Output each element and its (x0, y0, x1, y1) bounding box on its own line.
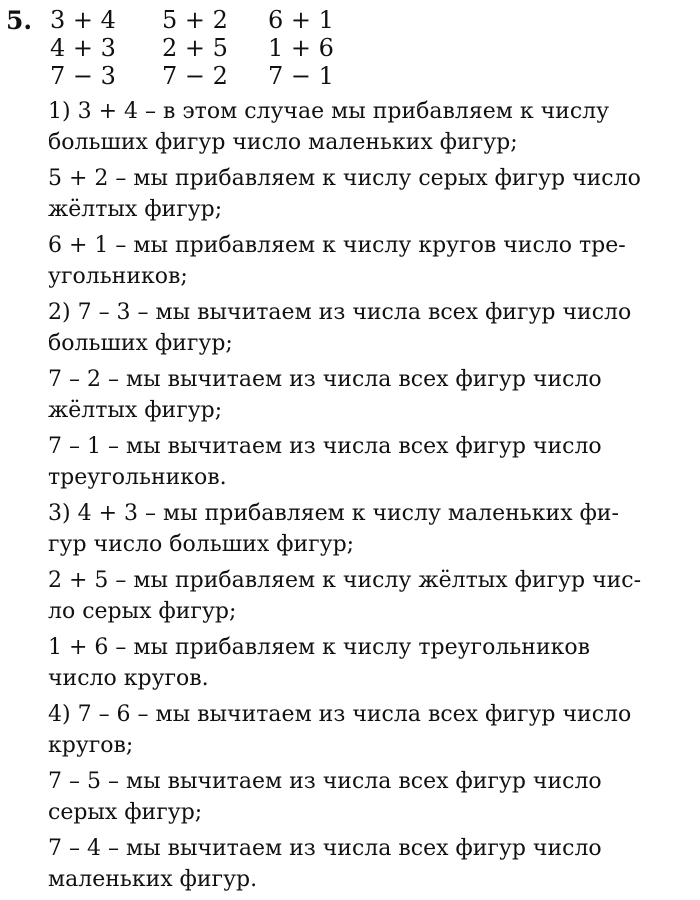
text-line: маленьких фигур. (48, 867, 258, 892)
text-line: гур число больших фигур; (48, 532, 355, 557)
text-line: треугольников. (48, 465, 227, 490)
text-line: 1) 3 + 4 – в этом случае мы прибавляем к числу (48, 99, 610, 124)
text-line: серых фигур; (48, 800, 203, 825)
text-line: 3) 4 + 3 – мы прибавляем к числу маленьких фи- (48, 501, 619, 526)
answer-text (48, 96, 686, 900)
text-line: 7 – 5 – мы вычитаем из числа всех фигур число (48, 769, 602, 794)
expression: 2 + 5 (162, 34, 228, 62)
expression: 5 + 2 (162, 6, 228, 34)
expression: 6 + 1 (268, 6, 334, 34)
answer-paragraph (48, 766, 686, 828)
expression: 1 + 6 (268, 34, 334, 62)
answer-paragraph (48, 431, 686, 493)
text-line: 1 + 6 – мы прибавляем к числу треугольников (48, 635, 590, 660)
text-line: 6 + 1 – мы прибавляем к числу кругов число тре- (48, 233, 626, 258)
text-line: жёлтых фигур; (48, 197, 223, 222)
answer-paragraph (48, 699, 686, 761)
text-line: 4) 7 – 6 – мы вычитаем из числа всех фигур число (48, 702, 632, 727)
text-line: угольников; (48, 264, 188, 289)
answer-paragraph (48, 632, 686, 694)
expression: 4 + 3 (50, 34, 116, 62)
answer-paragraph (48, 297, 686, 359)
text-line: больших фигур число маленьких фигур; (48, 130, 518, 155)
expression: 7 − 2 (162, 62, 228, 90)
answer-paragraph (48, 833, 686, 895)
answer-paragraph (48, 163, 686, 225)
expression-grid (50, 6, 358, 90)
answer-paragraph (48, 230, 686, 292)
text-line: 5 + 2 – мы прибавляем к числу серых фигур число (48, 166, 641, 191)
text-line: 2 + 5 – мы прибавляем к числу жёлтых фигур чис- (48, 568, 642, 593)
text-line: 7 – 1 – мы вычитаем из числа всех фигур число (48, 434, 602, 459)
expression: 7 − 3 (50, 62, 116, 90)
task-number: 5. (6, 6, 33, 35)
text-line: 2) 7 – 3 – мы вычитаем из числа всех фигур число (48, 300, 632, 325)
expression: 7 − 1 (268, 62, 334, 90)
text-line: кругов; (48, 733, 134, 758)
text-line: 7 – 2 – мы вычитаем из числа всех фигур число (48, 367, 602, 392)
answer-paragraph (48, 96, 686, 158)
text-line: больших фигур; (48, 331, 233, 356)
answer-paragraph (48, 364, 686, 426)
text-line: 7 – 4 – мы вычитаем из числа всех фигур число (48, 836, 602, 861)
text-line: жёлтых фигур; (48, 398, 223, 423)
text-line: ло серых фигур; (48, 599, 237, 624)
answer-paragraph (48, 498, 686, 560)
expression: 3 + 4 (50, 6, 116, 34)
answer-paragraph (48, 565, 686, 627)
text-line: число кругов. (48, 666, 209, 691)
